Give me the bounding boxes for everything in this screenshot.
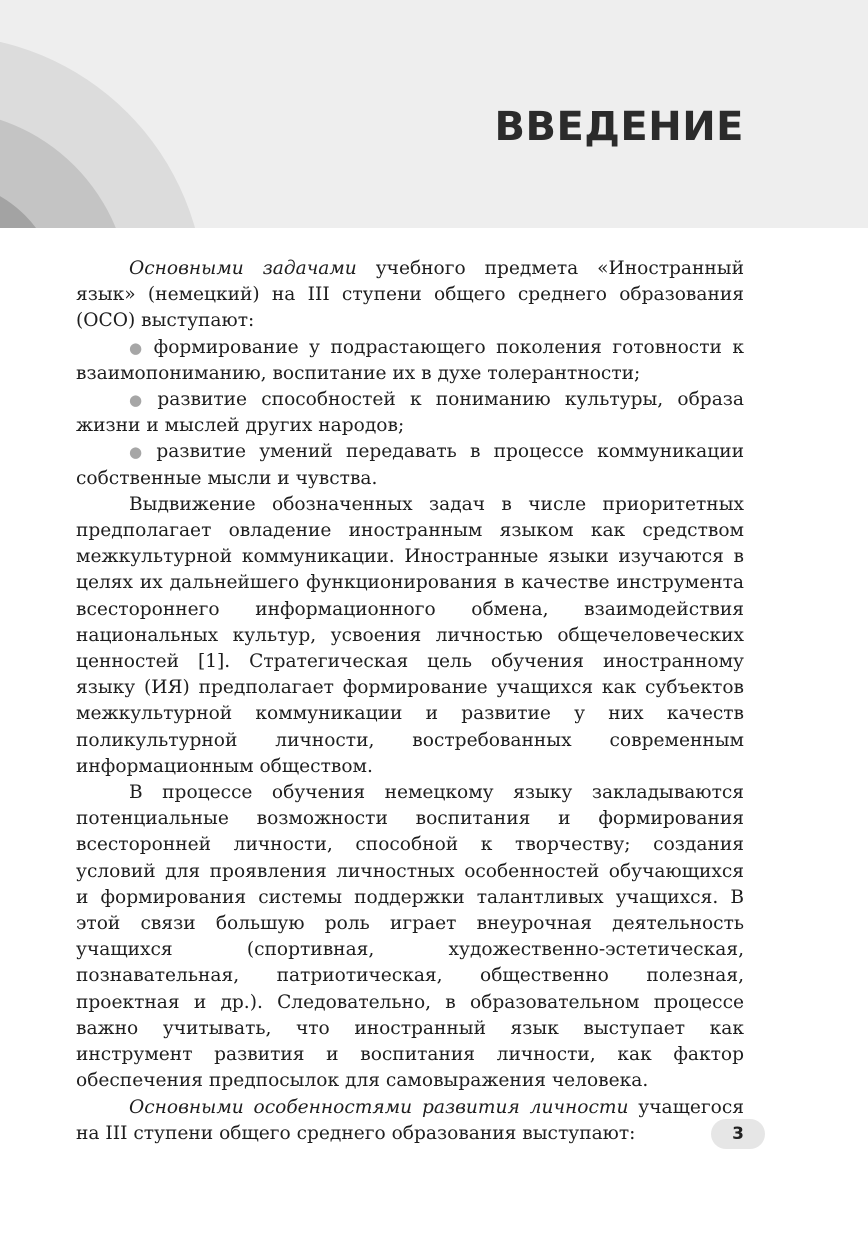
intro-emphasis: Основными задачами bbox=[129, 258, 357, 279]
bullet-dot-icon: ● bbox=[129, 443, 150, 462]
bullet-item bbox=[76, 335, 744, 387]
bullet-item bbox=[76, 387, 744, 439]
closing-paragraph bbox=[76, 1095, 744, 1147]
main-text bbox=[76, 256, 744, 1147]
bullet-item bbox=[76, 439, 744, 491]
intro-text: учебного предмета «Иностранный язык» (немецкий) на III ступени общего среднего образования (ОСО) выступают: bbox=[76, 258, 744, 332]
bullet-dot-icon: ● bbox=[129, 391, 151, 410]
bullet-text: развитие способностей к пониманию культуры, образа жизни и мыслей других народов; bbox=[76, 389, 745, 437]
chapter-header-band bbox=[0, 0, 868, 228]
bullet-dot-icon: ● bbox=[129, 338, 147, 357]
page-title: ВВЕДЕНИЕ bbox=[494, 104, 744, 150]
bullet-text: развитие умений передавать в процессе коммуникации собственные мысли и чувства. bbox=[76, 441, 744, 489]
closing-text: учащегося на III ступени общего среднего образования выступают: bbox=[76, 1096, 744, 1144]
page-number: 3 bbox=[711, 1119, 765, 1149]
bullet-text: формирование у подрастающего поколения готовности к взаимопониманию, воспитание их в духе толерантности; bbox=[76, 336, 744, 384]
closing-emphasis: Основными особенностями развития личности bbox=[129, 1096, 629, 1118]
body-paragraph: Выдвижение обозначенных задач в числе приоритетных предполагает овладение иностранным языком как средством межкультурной коммуникации. Иностранные языки изучаются в целях их дальнейшего функционирования в качестве инструмента всестороннего информационного обмена, взаимодействия национальных культур, усвоения личностью общечеловеческих ценностей [1]. Стратегическая цель обучения иностранному языку (ИЯ) предполагает формирование учащихся как субъектов межкультурной коммуникации и развитие у них качеств поликультурной личности, востребованных современным информационным обществом. bbox=[76, 493, 744, 777]
intro-paragraph bbox=[76, 256, 744, 335]
body-paragraph: В процессе обучения немецкому языку закладываются потенциальные возможности воспитания и формирования всесторонней личности, способной к творчеству; создания условий для проявления личностных особенностей обучающихся и формирования системы поддержки талантливых учащихся. В этой связи большую роль играет внеурочная деятельность учащихся (спортивная, художественно-эстетическая, познавательная, патриотическая, общественно полезная, проектная и др.). Следовательно, в образовательном процессе важно учитывать, что иностранный язык выступает как инструмент развития и воспитания личности, как фактор обеспечения предпосылок для самовыражения человека. bbox=[76, 782, 744, 1092]
